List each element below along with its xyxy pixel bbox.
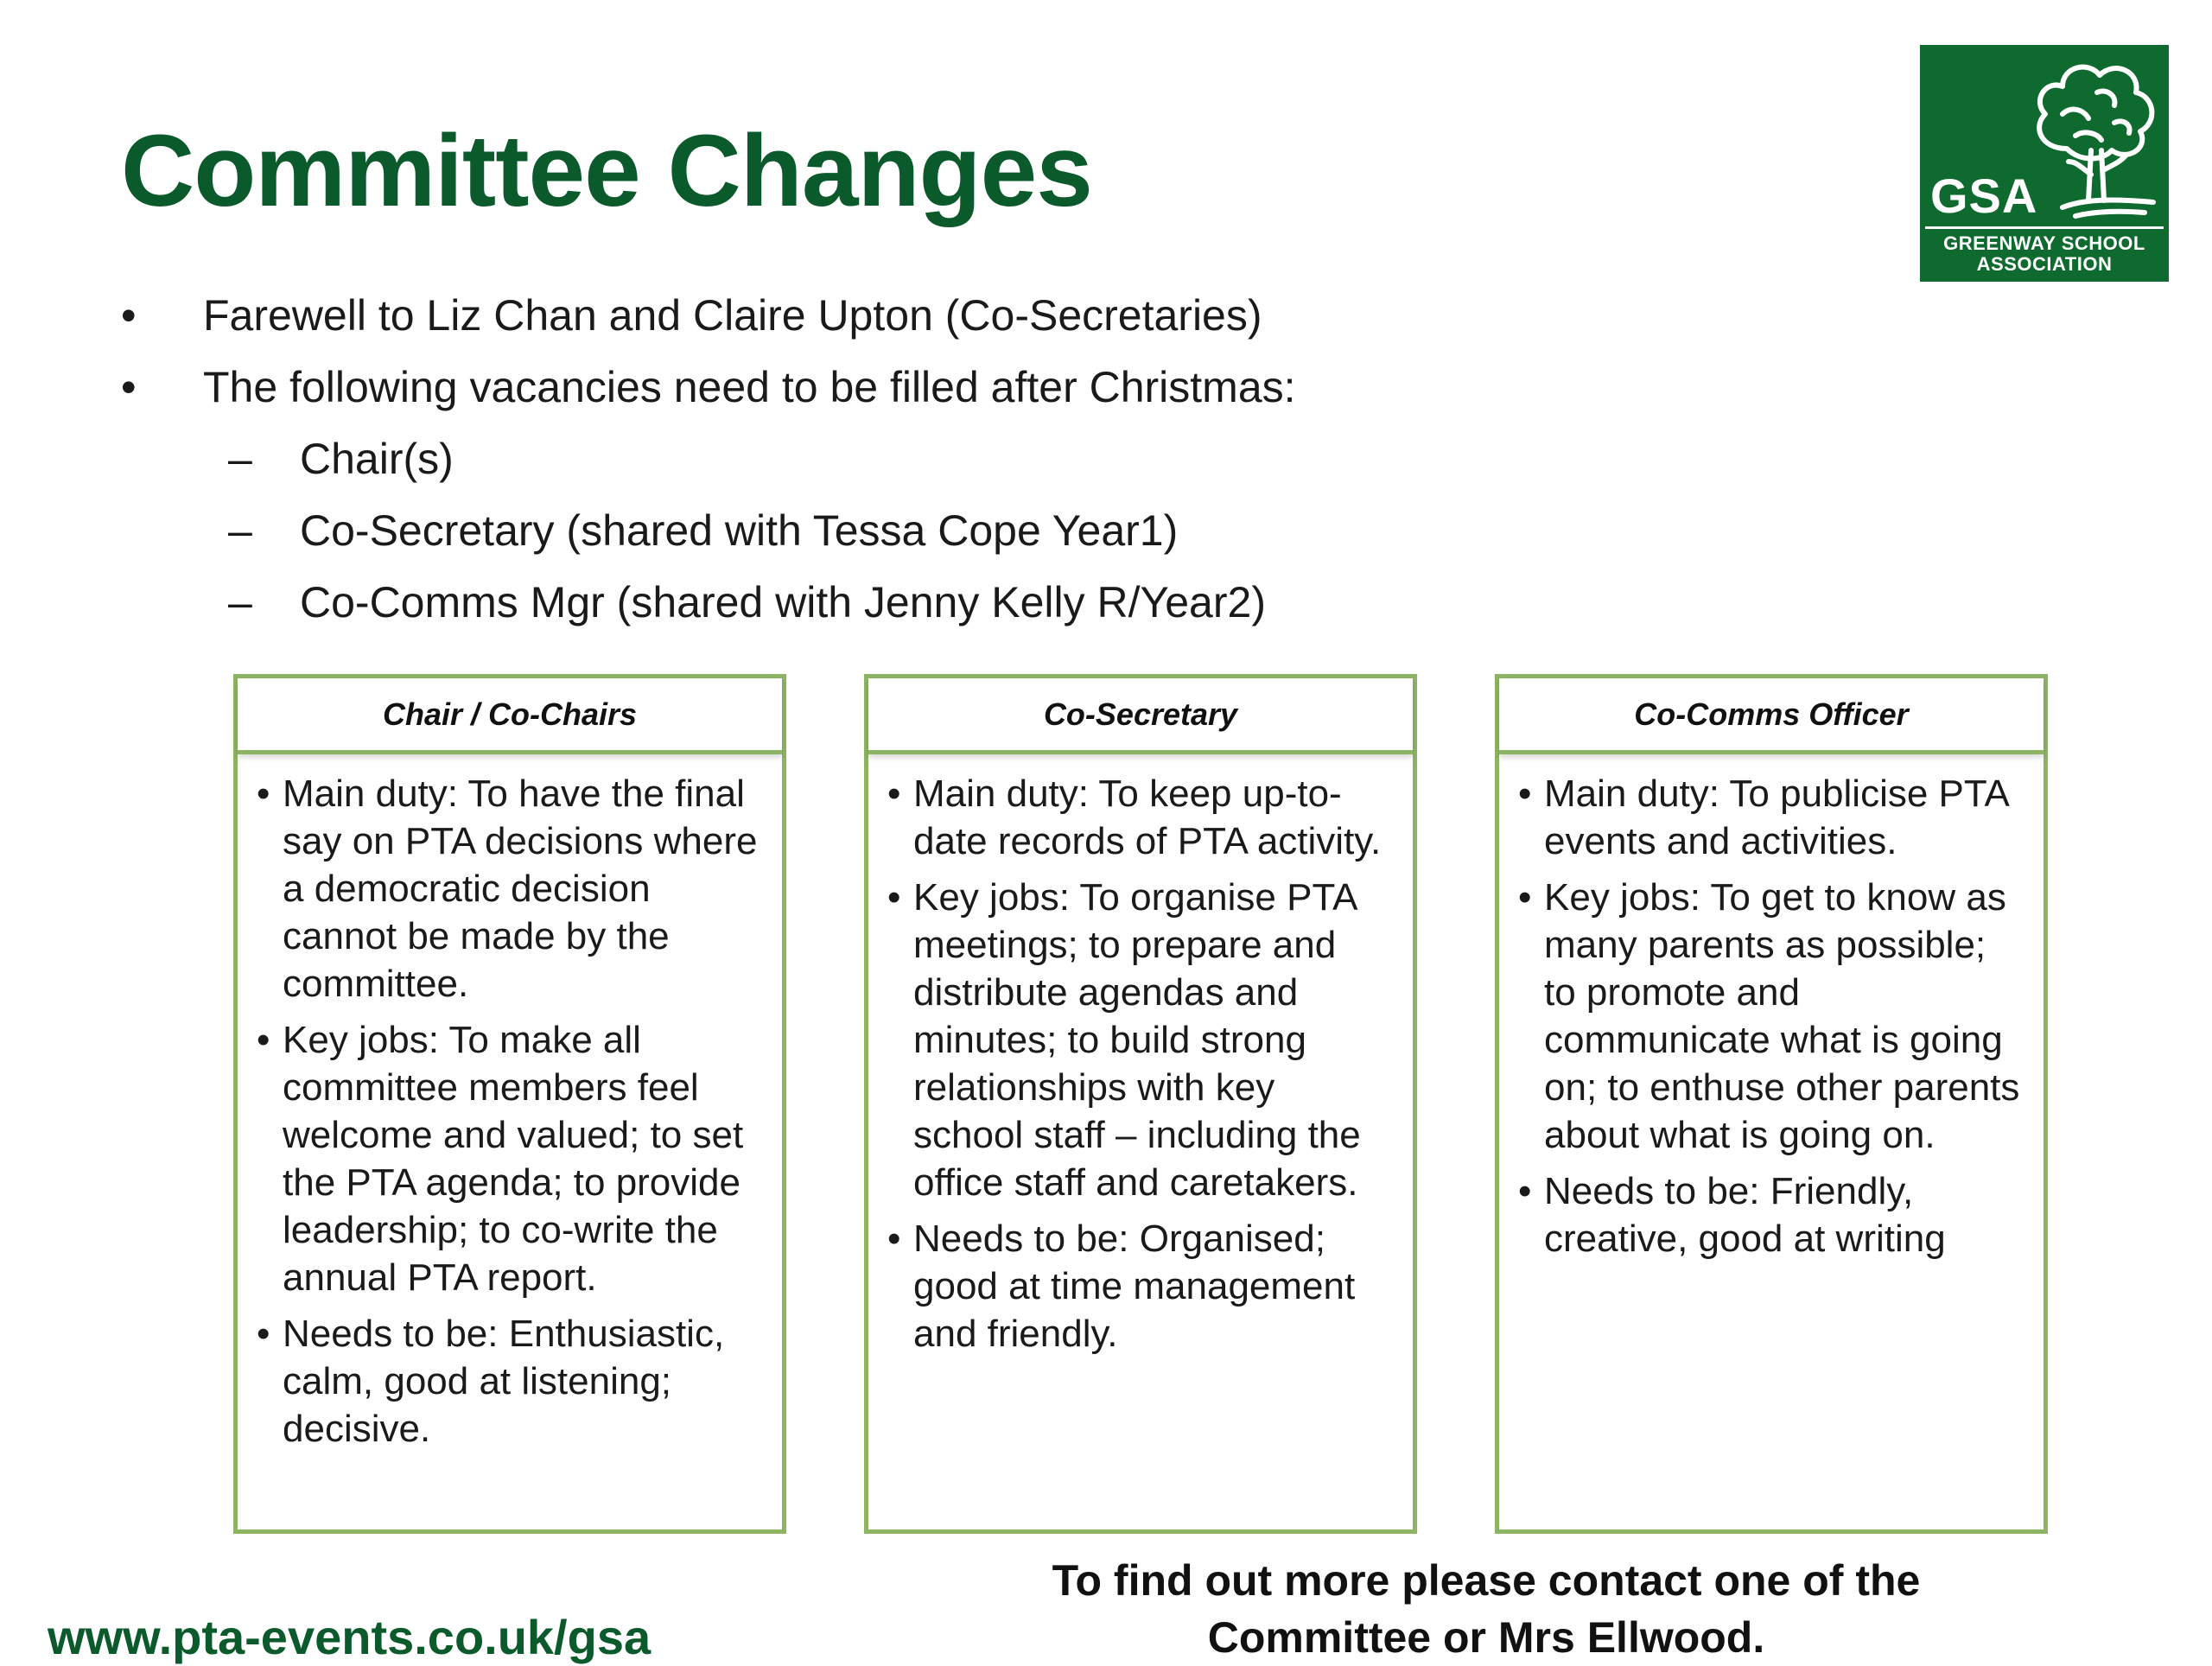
bullet-dot: • <box>887 773 901 815</box>
logo-subtitle-line2: ASSOCIATION <box>1976 253 2113 275</box>
bullet-dot: • <box>257 1019 270 1061</box>
gsa-logo <box>1920 45 2169 282</box>
bullet-dot: • <box>1518 1170 1532 1212</box>
website-link[interactable]: www.pta-events.co.uk/gsa <box>48 1610 652 1664</box>
role-point <box>257 1016 761 1301</box>
role-point-text: Key jobs: To organise PTA meetings; to prepare and distribute agendas and minutes; to build strong relationships with key school staff – including the office staff and caretakers. <box>913 876 1361 1204</box>
role-title: Co-Comms Officer <box>1499 678 2044 754</box>
sub-bullet-marker: – <box>228 435 252 483</box>
bullet-dot: • <box>1518 773 1532 815</box>
logo-mark: GSA <box>1930 169 2038 223</box>
role-point-text: Needs to be: Organised; good at time management and friendly. <box>913 1218 1356 1355</box>
role-point-text: Key jobs: To get to know as many parents as possible; to promote and communicate what is going on; to enthuse other parents about what is going on. <box>1544 876 2020 1156</box>
logo-subtitle <box>1920 233 2169 275</box>
bullet-dot: • <box>257 1313 270 1355</box>
role-body <box>1499 754 2044 1262</box>
bullet-dot: • <box>887 1218 901 1260</box>
sub-bullet-text: Chair(s) <box>300 435 454 483</box>
role-point <box>887 770 1392 865</box>
contact-line-1: To find out more please contact one of the <box>1052 1556 1921 1605</box>
role-body <box>868 754 1413 1358</box>
role-box-chair <box>233 674 786 1534</box>
bullet-dot: • <box>1518 876 1532 919</box>
role-point-text: Main duty: To have the final say on PTA decisions where a democratic decision cannot be made by the committee. <box>283 773 758 1005</box>
role-point <box>887 874 1392 1206</box>
bullet-dot: • <box>257 773 270 815</box>
role-point-text: Key jobs: To make all committee members feel welcome and valued; to set the PTA agenda; to provide leadership; to co-write the annual PTA report. <box>283 1019 744 1299</box>
role-point-text: Main duty: To publicise PTA events and activities. <box>1544 773 2008 862</box>
role-point <box>1518 874 2023 1159</box>
role-title: Chair / Co-Chairs <box>238 678 782 754</box>
bullet-dot: • <box>887 876 901 919</box>
role-point-text: Needs to be: Friendly, creative, good at writing <box>1544 1170 1946 1260</box>
role-point <box>257 1310 761 1453</box>
bullet-text: Farewell to Liz Chan and Claire Upton (Co-Secretaries) <box>203 291 1262 340</box>
role-box-comms <box>1495 674 2048 1534</box>
logo-subtitle-line1: GREENWAY SCHOOL <box>1943 232 2145 254</box>
role-point-text: Needs to be: Enthusiastic, calm, good at listening; decisive. <box>283 1313 725 1450</box>
page-title: Committee Changes <box>121 114 1092 228</box>
bullet-text: The following vacancies need to be filled after Christmas: <box>203 363 1296 411</box>
role-body <box>238 754 782 1453</box>
sub-bullet-text: Co-Comms Mgr (shared with Jenny Kelly R/Year2) <box>300 578 1266 626</box>
role-point <box>1518 770 2023 865</box>
role-box-secretary <box>864 674 1417 1534</box>
bullet-marker: • <box>121 363 137 411</box>
contact-note <box>1020 1552 1953 1666</box>
role-point <box>887 1215 1392 1358</box>
logo-divider <box>1925 226 2164 229</box>
sub-bullet-text: Co-Secretary (shared with Tessa Cope Year1) <box>300 506 1179 555</box>
role-title: Co-Secretary <box>868 678 1413 754</box>
role-point <box>1518 1167 2023 1262</box>
sub-bullet-marker: – <box>228 578 252 626</box>
role-point-text: Main duty: To keep up-to-date records of PTA activity. <box>913 773 1382 862</box>
role-point <box>257 770 761 1008</box>
bullet-marker: • <box>121 291 137 340</box>
contact-line-2: Committee or Mrs Ellwood. <box>1207 1613 1765 1662</box>
sub-bullet-marker: – <box>228 506 252 555</box>
